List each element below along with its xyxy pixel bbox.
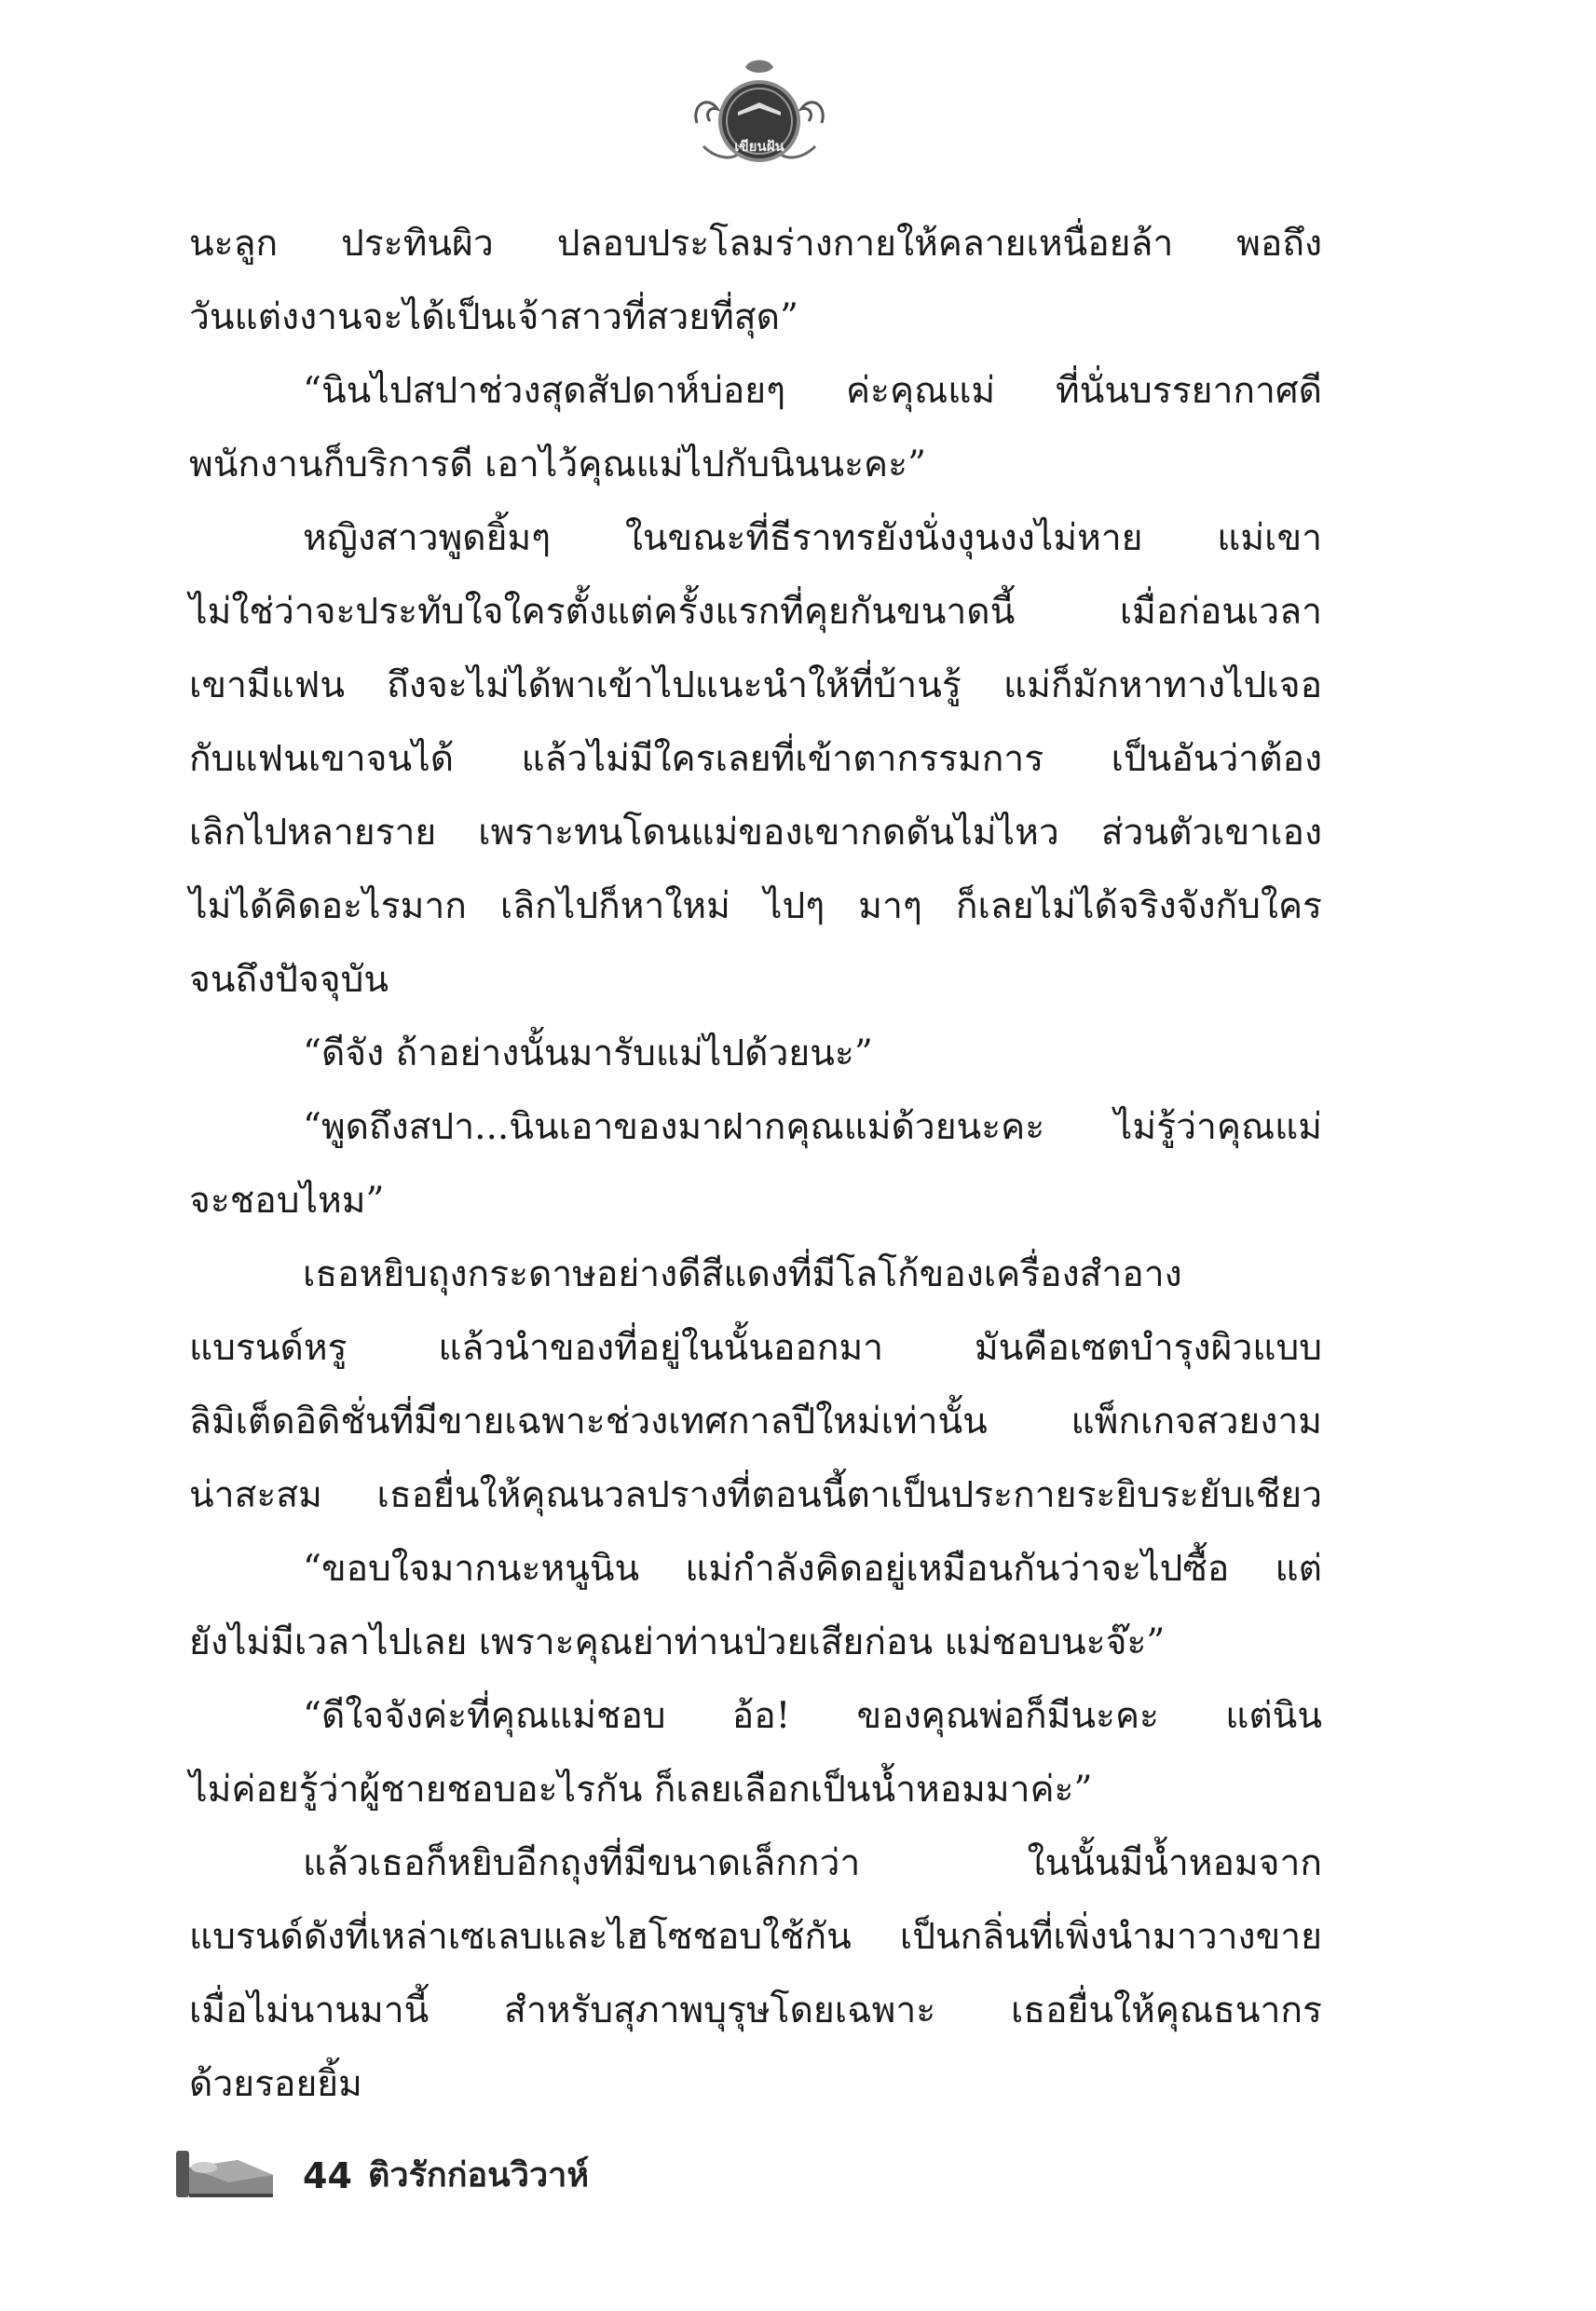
bed-icon [172, 2147, 277, 2201]
text-line: เธอหยิบถุงกระดาษอย่างดีสีแดงที่มีโลโก้ของเครื่องสำอาง [303, 1253, 1182, 1295]
text-line: นะลูก ประทินผิว ปลอบประโลมร่างกายให้คลายเหนื่อยล้า พอถึง [189, 223, 1322, 265]
text-line: “ดีจัง ถ้าอย่างนั้นมารับแม่ไปด้วยนะ” [303, 1032, 873, 1074]
text-line: “ดีใจจังค่ะที่คุณแม่ชอบ อ้อ! ของคุณพ่อก็มีนะคะ แต่นิน [303, 1695, 1322, 1737]
text-line: เขามีแฟน ถึงจะไม่ได้พาเข้าไปแนะนำให้ที่บ้านรู้ แม่ก็มักหาทางไปเจอ [189, 664, 1322, 706]
text-line: ด้วยรอยยิ้ม [189, 2063, 362, 2105]
text-line: หญิงสาวพูดยิ้มๆ ในขณะที่ธีราทรยังนั่งงุนงงไม่หาย แม่เขา [303, 517, 1322, 559]
body-text [189, 207, 1322, 2121]
text-line: น่าสะสม เธอยื่นให้คุณนวลปรางที่ตอนนี้ตาเป็นประกายระยิบระยับเชียว [189, 1474, 1322, 1516]
text-line: “พูดถึงสปา...นินเอาของมาฝากคุณแม่ด้วยนะคะ ไม่รู้ว่าคุณแม่ [303, 1106, 1322, 1148]
text-line: เลิกไปหลายราย เพราะทนโดนแม่ของเขากดดันไม่ไหว ส่วนตัวเขาเอง [189, 812, 1322, 854]
text-line: พนักงานก็บริการดี เอาไว้คุณแม่ไปกับนินนะคะ” [189, 444, 927, 485]
page-number: 44 [303, 2155, 352, 2196]
text-line: “นินไปสปาช่วงสุดสัปดาห์บ่อยๆ ค่ะคุณแม่ ที่นั่นบรรยากาศดี [303, 370, 1322, 412]
text-line: วันแต่งงานจะได้เป็นเจ้าสาวที่สวยที่สุด” [189, 296, 798, 338]
text-line: แล้วเธอก็หยิบอีกถุงที่มีขนาดเล็กกว่า ในนั้นมีน้ำหอมจาก [303, 1842, 1322, 1884]
book-title: ติวรักก่อนวิวาห์ [368, 2156, 590, 2195]
text-line: ไม่ค่อยรู้ว่าผู้ชายชอบอะไรกัน ก็เลยเลือกเป็นน้ำหอมมาค่ะ” [189, 1769, 1093, 1811]
text-line: กับแฟนเขาจนได้ แล้วไม่มีใครเลยที่เข้าตากรรมการ เป็นอันว่าต้อง [189, 738, 1322, 780]
text-line: เมื่อไม่นานมานี้ สำหรับสุภาพบุรุษโดยเฉพาะ เธอยื่นให้คุณธนากร [189, 1990, 1322, 2031]
text-line: ลิมิเต็ดอิดิชั่นที่มีขายเฉพาะช่วงเทศกาลปีใหม่เท่านั้น แพ็กเกจสวยงาม [189, 1401, 1322, 1443]
text-line: จะชอบไหม” [189, 1180, 385, 1222]
ornamental-book-emblem-icon [689, 58, 829, 174]
text-line: แบรนด์ดังที่เหล่าเซเลบและไฮโซชอบใช้กัน เป็นกลิ่นที่เพิ่งนำมาวางขาย [189, 1916, 1322, 1958]
text-line: ยังไม่มีเวลาไปเลย เพราะคุณย่าท่านป่วยเสียก่อน แม่ชอบนะจ๊ะ” [189, 1621, 1166, 1663]
text-line: จนถึงปัจจุบัน [189, 959, 389, 1001]
text-line: ไม่ใช่ว่าจะประทับใจใครตั้งแต่ครั้งแรกที่คุยกันขนาดนี้ เมื่อก่อนเวลา [189, 591, 1322, 633]
logo-text: เขียนฝัน [734, 138, 784, 155]
text-line: แบรนด์หรู แล้วนำของที่อยู่ในนั้นออกมา มันคือเซตบำรุงผิวแบบ [189, 1327, 1322, 1369]
text-line: “ขอบใจมากนะหนูนิน แม่กำลังคิดอยู่เหมือนกันว่าจะไปซื้อ แต่ [303, 1548, 1322, 1590]
text-line: ไม่ได้คิดอะไรมาก เลิกไปก็หาใหม่ ไปๆ มาๆ ก็เลยไม่ได้จริงจังกับใคร [189, 885, 1322, 927]
